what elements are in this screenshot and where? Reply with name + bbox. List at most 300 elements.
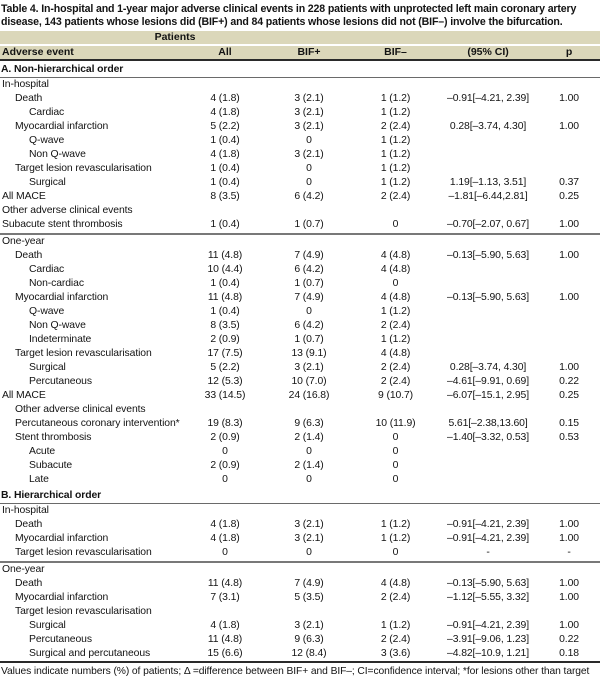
bif-plus-value: 3 (2.1) (294, 93, 324, 104)
bif-plus-value: 1 (0.7) (294, 219, 324, 230)
table-row (0, 619, 600, 633)
group-row (0, 204, 600, 218)
bif-minus-value (353, 234, 438, 249)
p-value: 1.00 (559, 578, 579, 589)
bif-minus-value: 1 (1.2) (380, 135, 411, 146)
bif-plus-value (265, 504, 353, 519)
ci-value (438, 605, 538, 619)
bif-plus-value (265, 562, 353, 577)
p-value: 1.00 (559, 121, 579, 132)
table-row (0, 148, 600, 162)
section-header-row (0, 487, 600, 504)
bif-minus-value: 2 (2.4) (380, 121, 411, 132)
bif-plus-value: 2 (1.4) (294, 432, 324, 443)
all-value: 1 (0.4) (210, 163, 240, 174)
p-value (538, 263, 600, 277)
bif-minus-value: 0 (392, 446, 399, 457)
table-row (0, 591, 600, 605)
table-row (0, 445, 600, 459)
all-value (185, 562, 265, 577)
table-row (0, 375, 600, 389)
table-row (0, 263, 600, 277)
all-value: 11 (4.8) (207, 634, 243, 645)
ci-value (438, 134, 538, 148)
patients-header-row (0, 31, 600, 45)
p-value (538, 319, 600, 333)
ci-value: 0.28[–3.74, 4.30] (449, 362, 527, 373)
table-row (0, 577, 600, 591)
p-value (538, 605, 600, 619)
bif-minus-value: 0 (392, 278, 399, 289)
ci-value (438, 204, 538, 218)
table-row (0, 218, 600, 232)
all-value (185, 504, 265, 519)
table-row (0, 291, 600, 305)
p-value (538, 459, 600, 473)
all-value: 15 (6.6) (207, 648, 243, 659)
all-value: 10 (4.4) (207, 264, 243, 275)
patients-header-spacer-p (538, 31, 600, 45)
row-label: Myocardial infarction (15, 292, 109, 303)
bif-plus-value: 0 (306, 446, 312, 457)
ci-value: –0.13[–5.90, 5.63] (447, 578, 530, 589)
table-body (0, 60, 600, 661)
p-value: 1.00 (559, 250, 579, 261)
bif-plus-value: 0 (306, 306, 312, 317)
table-row (0, 417, 600, 431)
all-value: 1 (0.4) (210, 278, 240, 289)
row-label: Death (15, 578, 43, 589)
ci-value (438, 277, 538, 291)
ci-value: –0.91[–4.21, 2.39] (447, 620, 530, 631)
bif-minus-value: 2 (2.4) (380, 362, 411, 373)
section-title: A. Non-hierarchical order (0, 60, 600, 78)
row-label: Target lesion revascularisation (15, 547, 152, 558)
table-row (0, 162, 600, 176)
row-label: Cardiac (29, 107, 65, 118)
table-row (0, 347, 600, 361)
row-label: All MACE (2, 390, 46, 401)
bif-plus-value: 12 (8.4) (291, 648, 327, 659)
column-header-p: p (538, 45, 600, 60)
bif-minus-value: 1 (1.2) (380, 93, 411, 104)
table-row (0, 431, 600, 445)
p-value: 0.25 (559, 390, 579, 401)
p-value: 0.15 (559, 418, 579, 429)
bif-minus-value (353, 562, 438, 577)
ci-value: –0.13[–5.90, 5.63] (447, 292, 530, 303)
ci-value: –4.61[–9.91, 0.69] (447, 376, 530, 387)
row-label: Death (15, 519, 43, 530)
all-value (185, 403, 265, 417)
bif-minus-value: 2 (2.4) (380, 592, 411, 603)
ci-value: 5.61[–2.38,13.60] (448, 418, 528, 429)
p-value: - (567, 547, 571, 558)
row-label: Non-cardiac (29, 278, 84, 289)
table-row (0, 647, 600, 661)
all-value: 11 (4.8) (207, 250, 243, 261)
bif-minus-value: 0 (392, 219, 399, 230)
bif-minus-value: 2 (2.4) (380, 376, 411, 387)
bif-plus-value: 6 (4.2) (294, 264, 324, 275)
p-value (538, 106, 600, 120)
bif-plus-value: 0 (306, 474, 312, 485)
p-value (538, 134, 600, 148)
ci-value: –0.13[–5.90, 5.63] (447, 250, 530, 261)
ci-value (438, 333, 538, 347)
all-value: 1 (0.4) (210, 306, 240, 317)
ci-value (438, 319, 538, 333)
row-label: Subacute (29, 460, 73, 471)
p-value (538, 333, 600, 347)
bif-minus-value: 2 (2.4) (380, 191, 411, 202)
row-label: Target lesion revascularisation (15, 348, 152, 359)
bif-minus-value: 4 (4.8) (380, 292, 411, 303)
bif-minus-value: 1 (1.2) (380, 149, 411, 160)
row-label: Myocardial infarction (15, 121, 109, 132)
bif-minus-value: 1 (1.2) (380, 107, 411, 118)
bif-minus-value: 0 (392, 547, 399, 558)
group-row (0, 78, 600, 93)
table-row (0, 249, 600, 263)
bif-minus-value: 1 (1.2) (380, 334, 411, 345)
row-label: Death (15, 93, 43, 104)
p-value (538, 305, 600, 319)
p-value: 1.00 (559, 93, 579, 104)
p-value (538, 277, 600, 291)
ci-value: –1.40[–3.32, 0.53] (447, 432, 530, 443)
all-value: 1 (0.4) (210, 177, 240, 188)
row-label: Q-wave (29, 135, 65, 146)
ci-value (438, 148, 538, 162)
all-value: 11 (4.8) (207, 578, 243, 589)
row-label: One-year (2, 236, 45, 247)
bif-plus-value: 6 (4.2) (294, 320, 324, 331)
table-row (0, 518, 600, 532)
all-value: 2 (0.9) (210, 432, 240, 443)
bif-plus-value: 0 (306, 177, 312, 188)
ci-value (438, 347, 538, 361)
row-label: Other adverse clinical events (2, 205, 133, 216)
bif-minus-value (353, 504, 438, 519)
bif-plus-value (265, 234, 353, 249)
row-label: Target lesion revascularisation (15, 606, 152, 617)
bif-minus-value: 1 (1.2) (380, 306, 411, 317)
row-label: Q-wave (29, 306, 65, 317)
bif-minus-value: 0 (392, 460, 399, 471)
ci-value: 1.19[–1.13, 3.51] (449, 177, 527, 188)
all-value: 33 (14.5) (204, 390, 246, 401)
ci-value: 0.28[–3.74, 4.30] (449, 121, 527, 132)
p-value: 1.00 (559, 519, 579, 530)
ci-value: - (486, 547, 490, 558)
row-label: Late (29, 474, 49, 485)
patients-header-spacer-ci (438, 31, 538, 45)
p-value: 1.00 (559, 592, 579, 603)
ci-value: –0.91[–4.21, 2.39] (447, 519, 530, 530)
p-value (538, 148, 600, 162)
p-value (538, 162, 600, 176)
ci-value (438, 106, 538, 120)
p-value: 1.00 (559, 362, 579, 373)
bif-plus-value: 3 (2.1) (294, 519, 324, 530)
table-row (0, 546, 600, 560)
column-header-all: All (185, 45, 265, 60)
all-value: 19 (8.3) (207, 418, 243, 429)
column-header-ci: (95% CI) (438, 45, 538, 60)
row-label: Stent thrombosis (15, 432, 92, 443)
bif-minus-value: 0 (392, 474, 399, 485)
all-value: 5 (2.2) (210, 362, 240, 373)
row-label: Target lesion revascularisation (15, 163, 152, 174)
table-row (0, 120, 600, 134)
bif-plus-value: 7 (4.9) (294, 292, 324, 303)
all-value: 4 (1.8) (210, 533, 240, 544)
all-value: 4 (1.8) (210, 620, 240, 631)
bif-minus-value: 0 (392, 432, 399, 443)
bif-plus-value: 3 (2.1) (294, 149, 324, 160)
group-row (0, 234, 600, 249)
row-label: In-hospital (2, 79, 49, 90)
ci-value (438, 305, 538, 319)
all-value: 8 (3.5) (210, 191, 240, 202)
bif-plus-value (265, 403, 353, 417)
all-value: 2 (0.9) (210, 334, 240, 345)
all-value: 0 (222, 547, 228, 558)
p-value: 1.00 (559, 292, 579, 303)
bif-minus-value: 3 (3.6) (380, 648, 411, 659)
group-row (0, 562, 600, 577)
row-label: One-year (2, 564, 45, 575)
p-value: 0.18 (559, 648, 579, 659)
bif-minus-value (353, 78, 438, 93)
ci-value (438, 459, 538, 473)
ci-value: –4.82[–10.9, 1.21] (447, 648, 530, 659)
table-row (0, 361, 600, 375)
bif-minus-value (353, 204, 438, 218)
row-label: Surgical (29, 620, 66, 631)
all-value: 11 (4.8) (207, 292, 243, 303)
bif-plus-value: 0 (306, 135, 312, 146)
row-label: Percutaneous coronary intervention* (15, 418, 180, 429)
p-value: 1.00 (559, 533, 579, 544)
p-value: 0.22 (559, 376, 579, 387)
ci-value (438, 263, 538, 277)
row-label: All MACE (2, 191, 46, 202)
p-value (538, 403, 600, 417)
table-footnote: Values indicate numbers (%) of patients; Δ =difference between BIF+ and BIF–; CI=confidence interval; *for lesions other than target (0, 661, 600, 678)
all-value: 4 (1.8) (210, 93, 240, 104)
table-row (0, 92, 600, 106)
all-value (185, 605, 265, 619)
bif-minus-value: 9 (10.7) (378, 390, 414, 401)
bif-minus-value: 2 (2.4) (380, 320, 411, 331)
table-row (0, 319, 600, 333)
table-caption: Table 4. In-hospital and 1-year major adverse clinical events in 228 patients with unprotected left main coronary artery disease, 143 patients whose lesions did (BIF+) and 84 patients whose lesions did not (BIF–) involve the bifurcation. (1, 3, 577, 28)
row-label: Subacute stent thrombosis (2, 219, 123, 230)
bif-minus-value: 1 (1.2) (380, 519, 411, 530)
bif-minus-value: 4 (4.8) (380, 578, 411, 589)
ci-value: –3.91[–9.06, 1.23] (447, 634, 530, 645)
p-value: 1.00 (559, 620, 579, 631)
p-value: 1.00 (559, 219, 579, 230)
patients-column-group-label: Patients (0, 31, 438, 45)
all-value: 1 (0.4) (210, 135, 240, 146)
bif-plus-value (265, 204, 353, 218)
table-row (0, 633, 600, 647)
ci-value (438, 403, 538, 417)
bif-plus-value: 2 (1.4) (294, 460, 324, 471)
row-label: Non Q-wave (29, 149, 86, 160)
table-row (0, 459, 600, 473)
p-value: 0.22 (559, 634, 579, 645)
ci-value (438, 78, 538, 93)
bif-plus-value: 24 (16.8) (288, 390, 330, 401)
row-label: Non Q-wave (29, 320, 86, 331)
table-row (0, 176, 600, 190)
p-value (538, 562, 600, 577)
bif-plus-value: 7 (4.9) (294, 578, 324, 589)
all-value: 0 (222, 446, 228, 457)
table-row (0, 134, 600, 148)
section-header-row (0, 60, 600, 78)
table-row (0, 305, 600, 319)
all-value: 5 (2.2) (210, 121, 240, 132)
bif-plus-value: 3 (2.1) (294, 121, 324, 132)
column-header-bif-plus: BIF+ (265, 45, 353, 60)
p-value (538, 473, 600, 487)
table-row (0, 190, 600, 204)
row-label: Acute (29, 446, 56, 457)
column-header-adverse-event: Adverse event (0, 45, 185, 60)
bif-plus-value: 1 (0.7) (294, 334, 324, 345)
ci-value (438, 504, 538, 519)
bif-plus-value: 7 (4.9) (294, 250, 324, 261)
p-value (538, 504, 600, 519)
bif-plus-value: 6 (4.2) (294, 191, 324, 202)
bif-plus-value: 3 (2.1) (294, 107, 324, 118)
all-value (185, 78, 265, 93)
bif-minus-value: 4 (4.8) (380, 264, 411, 275)
ci-value (438, 473, 538, 487)
p-value (538, 78, 600, 93)
all-value: 8 (3.5) (210, 320, 240, 331)
bif-minus-value: 1 (1.2) (380, 177, 411, 188)
row-label: In-hospital (2, 505, 49, 516)
ci-value: –0.91[–4.21, 2.39] (447, 533, 530, 544)
bif-plus-value: 1 (0.7) (294, 278, 324, 289)
row-label: Cardiac (29, 264, 65, 275)
group-row (0, 504, 600, 519)
ci-value (438, 445, 538, 459)
bif-plus-value: 0 (306, 163, 312, 174)
p-value: 0.53 (559, 432, 579, 443)
row-label: Myocardial infarction (15, 592, 109, 603)
all-value: 4 (1.8) (210, 149, 240, 160)
table-row (0, 473, 600, 487)
p-value (538, 234, 600, 249)
ci-value: –6.07[–15.1, 2.95] (447, 390, 530, 401)
all-value (185, 204, 265, 218)
column-header-bif-minus: BIF– (353, 45, 438, 60)
ci-value (438, 162, 538, 176)
bif-minus-value: 1 (1.2) (380, 620, 411, 631)
p-value (538, 204, 600, 218)
all-value: 2 (0.9) (210, 460, 240, 471)
bif-plus-value: 13 (9.1) (291, 348, 327, 359)
all-value: 12 (5.3) (207, 376, 243, 387)
all-value: 7 (3.1) (210, 592, 240, 603)
row-label: Indeterminate (29, 334, 92, 345)
bif-minus-value (353, 403, 438, 417)
bif-minus-value (353, 605, 438, 619)
bif-minus-value: 4 (4.8) (380, 250, 411, 261)
row-label: Death (15, 250, 43, 261)
bif-plus-value: 10 (7.0) (291, 376, 327, 387)
all-value: 4 (1.8) (210, 107, 240, 118)
bif-plus-value (265, 605, 353, 619)
bif-plus-value: 9 (6.3) (294, 418, 324, 429)
table-row (0, 389, 600, 403)
row-label: Other adverse clinical events (15, 404, 146, 415)
column-header-row (0, 45, 600, 60)
bif-plus-value (265, 78, 353, 93)
p-value (538, 347, 600, 361)
bif-plus-value: 3 (2.1) (294, 362, 324, 373)
ci-value: –0.91[–4.21, 2.39] (447, 93, 530, 104)
group-row (0, 403, 600, 417)
bif-minus-value: 1 (1.2) (380, 163, 411, 174)
all-value: 0 (222, 474, 228, 485)
row-label: Percutaneous (29, 634, 92, 645)
group-row (0, 605, 600, 619)
all-value (185, 234, 265, 249)
bif-minus-value: 10 (11.9) (375, 418, 416, 429)
bif-plus-value: 0 (306, 547, 312, 558)
bif-plus-value: 3 (2.1) (294, 533, 324, 544)
bif-minus-value: 4 (4.8) (380, 348, 411, 359)
ci-value: –1.81[–6.44,2.81] (448, 191, 528, 202)
row-label: Surgical (29, 177, 66, 188)
ci-value: –1.12[–5.55, 3.32] (447, 592, 530, 603)
table-row (0, 277, 600, 291)
row-label: Surgical and percutaneous (29, 648, 151, 659)
row-label: Myocardial infarction (15, 533, 109, 544)
bif-minus-value: 1 (1.2) (380, 533, 411, 544)
all-value: 1 (0.4) (210, 219, 240, 230)
adverse-events-table (0, 31, 600, 661)
ci-value (438, 234, 538, 249)
all-value: 17 (7.5) (207, 348, 243, 359)
bif-plus-value: 3 (2.1) (294, 620, 324, 631)
table-row (0, 333, 600, 347)
row-label: Percutaneous (29, 376, 92, 387)
ci-value: –0.70[–2.07, 0.67] (447, 219, 530, 230)
section-title: B. Hierarchical order (0, 487, 600, 504)
table-header (0, 31, 600, 60)
bif-minus-value: 2 (2.4) (380, 634, 411, 645)
all-value: 4 (1.8) (210, 519, 240, 530)
p-value: 0.37 (559, 177, 579, 188)
table-row (0, 532, 600, 546)
row-label: Surgical (29, 362, 66, 373)
bif-plus-value: 5 (3.5) (294, 592, 324, 603)
ci-value (438, 562, 538, 577)
bif-plus-value: 9 (6.3) (294, 634, 324, 645)
p-value: 0.25 (559, 191, 579, 202)
p-value (538, 445, 600, 459)
table-row (0, 106, 600, 120)
